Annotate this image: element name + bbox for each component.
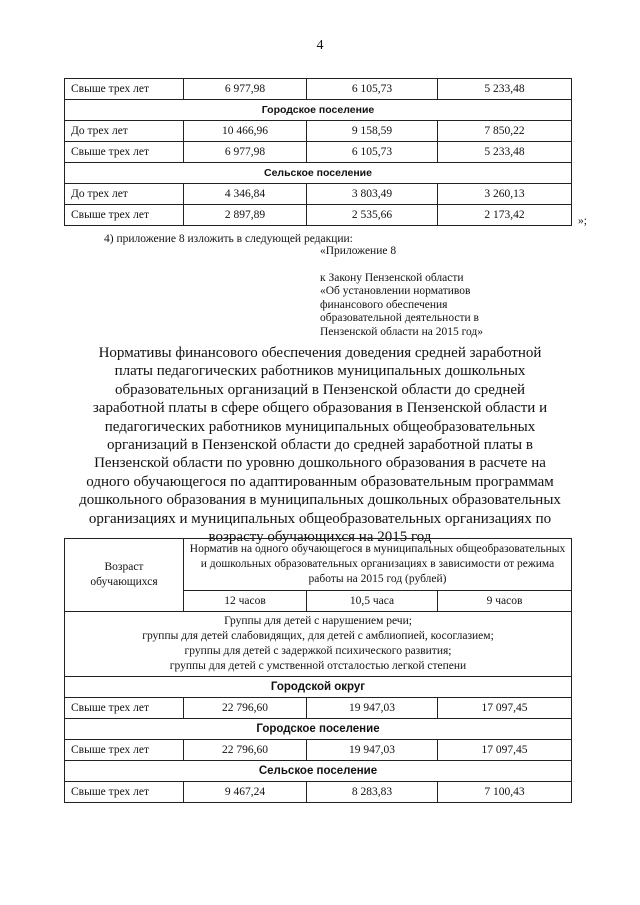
age-cell: Свыше трех лет [65, 205, 184, 226]
norm-header: Норматив на одного обучающегося в муниципальных общеобразовательных и дошкольных образовательных организациях в зависимости от режима работы на 2015 год (рублей) [184, 539, 572, 591]
value-cell: 3 803,49 [307, 184, 438, 205]
section-row [65, 100, 572, 121]
value-cell: 22 796,60 [184, 698, 307, 719]
group-line: Группы для детей с нарушением речи; [224, 615, 412, 627]
closing-quote: »; [578, 215, 587, 227]
table-row [65, 205, 572, 226]
title-line: Нормативы финансового обеспечения доведения средней заработной [98, 345, 542, 361]
group-line: группы для детей с задержкой психического развития; [184, 645, 452, 657]
value-cell: 7 100,43 [438, 782, 572, 803]
group-types [65, 612, 572, 677]
value-cell: 17 097,45 [438, 740, 572, 761]
title-line: организаций в Пензенской области до средней заработной платы в [107, 437, 533, 454]
title-line: образовательных организаций в Пензенской области до средней [114, 381, 526, 398]
group-line: группы для детей с умственной отсталостью легкой степени [169, 660, 467, 672]
age-cell: Свыше трех лет [65, 782, 184, 803]
document-title [72, 344, 568, 546]
group-line: группы для детей слабовидящих, для детей с амблиопией, косоглазием; [142, 630, 494, 642]
appendix-line: «Об установлении нормативов [320, 285, 471, 297]
table-row [65, 782, 572, 803]
value-cell: 10 466,96 [184, 121, 307, 142]
age-cell: Свыше трех лет [65, 740, 184, 761]
table-row [65, 121, 572, 142]
table-row [65, 698, 572, 719]
table-row [65, 740, 572, 761]
title-line: Пензенской области по уровню дошкольного образования в расчете на [94, 455, 546, 472]
title-line: заработной платы в сфере общего образования в Пензенской области и [92, 400, 548, 417]
value-cell: 5 233,48 [438, 79, 572, 100]
appendix-line: к Закону Пензенской области [320, 271, 464, 284]
value-cell: 6 977,98 [184, 79, 307, 100]
age-cell: Свыше трех лет [65, 142, 184, 163]
value-cell: 2 897,89 [184, 205, 307, 226]
section-label: Сельское поселение [65, 761, 572, 782]
appendix-label: «Приложение 8 [320, 245, 397, 257]
appendix-line: Пензенской области на 2015 год» [320, 325, 484, 338]
value-cell: 9 158,59 [307, 121, 438, 142]
section-label: Городское поселение [65, 100, 572, 121]
value-cell: 9 467,24 [184, 782, 307, 803]
appendix-line: образовательной деятельности в [320, 312, 479, 324]
table-row [65, 79, 572, 100]
title-line: возрасту обучающихся на 2015 год [208, 529, 432, 546]
age-cell: До трех лет [65, 121, 184, 142]
section-label: Сельское поселение [65, 163, 572, 184]
page-number: 4 [316, 38, 324, 53]
mode-header: 12 часов [184, 591, 307, 612]
value-cell: 3 260,13 [438, 184, 572, 205]
section-label: Городское поселение [65, 719, 572, 740]
section-row [65, 719, 572, 740]
mode-header: 9 часов [438, 591, 572, 612]
age-header: Возраст обучающихся [65, 539, 184, 612]
norms-table [64, 538, 572, 803]
norms-table-continued [64, 78, 572, 226]
value-cell: 22 796,60 [184, 740, 307, 761]
age-cell: До трех лет [65, 184, 184, 205]
title-line: платы педагогических работников муниципальных дошкольных [114, 363, 526, 380]
value-cell: 2 535,66 [307, 205, 438, 226]
title-line: организациях и муниципальных общеобразовательных организациях по [88, 510, 552, 527]
table-row [65, 184, 572, 205]
value-cell: 6 105,73 [307, 79, 438, 100]
value-cell: 6 105,73 [307, 142, 438, 163]
value-cell: 8 283,83 [307, 782, 438, 803]
section-row [65, 163, 572, 184]
mode-header: 10,5 часа [307, 591, 438, 612]
value-cell: 6 977,98 [184, 142, 307, 163]
section-label: Городской округ [65, 677, 572, 698]
title-line: дошкольного образования в муниципальных дошкольных образовательных [79, 492, 561, 509]
table-row [65, 142, 572, 163]
value-cell: 17 097,45 [438, 698, 572, 719]
value-cell: 7 850,22 [438, 121, 572, 142]
amendment-item: 4) приложение 8 изложить в следующей редакции: [104, 233, 353, 245]
appendix-header [320, 245, 483, 339]
value-cell: 4 346,84 [184, 184, 307, 205]
value-cell: 19 947,03 [307, 698, 438, 719]
title-line: одного обучающегося по адаптированным образовательным программам [86, 473, 554, 490]
value-cell: 5 233,48 [438, 142, 572, 163]
section-row [65, 761, 572, 782]
value-cell: 2 173,42 [438, 205, 572, 226]
value-cell: 19 947,03 [307, 740, 438, 761]
section-row [65, 677, 572, 698]
title-line: педагогических работников муниципальных общеобразовательных [104, 418, 536, 435]
appendix-line: финансового обеспечения [320, 298, 448, 311]
age-cell: Свыше трех лет [65, 79, 184, 100]
age-cell: Свыше трех лет [65, 698, 184, 719]
